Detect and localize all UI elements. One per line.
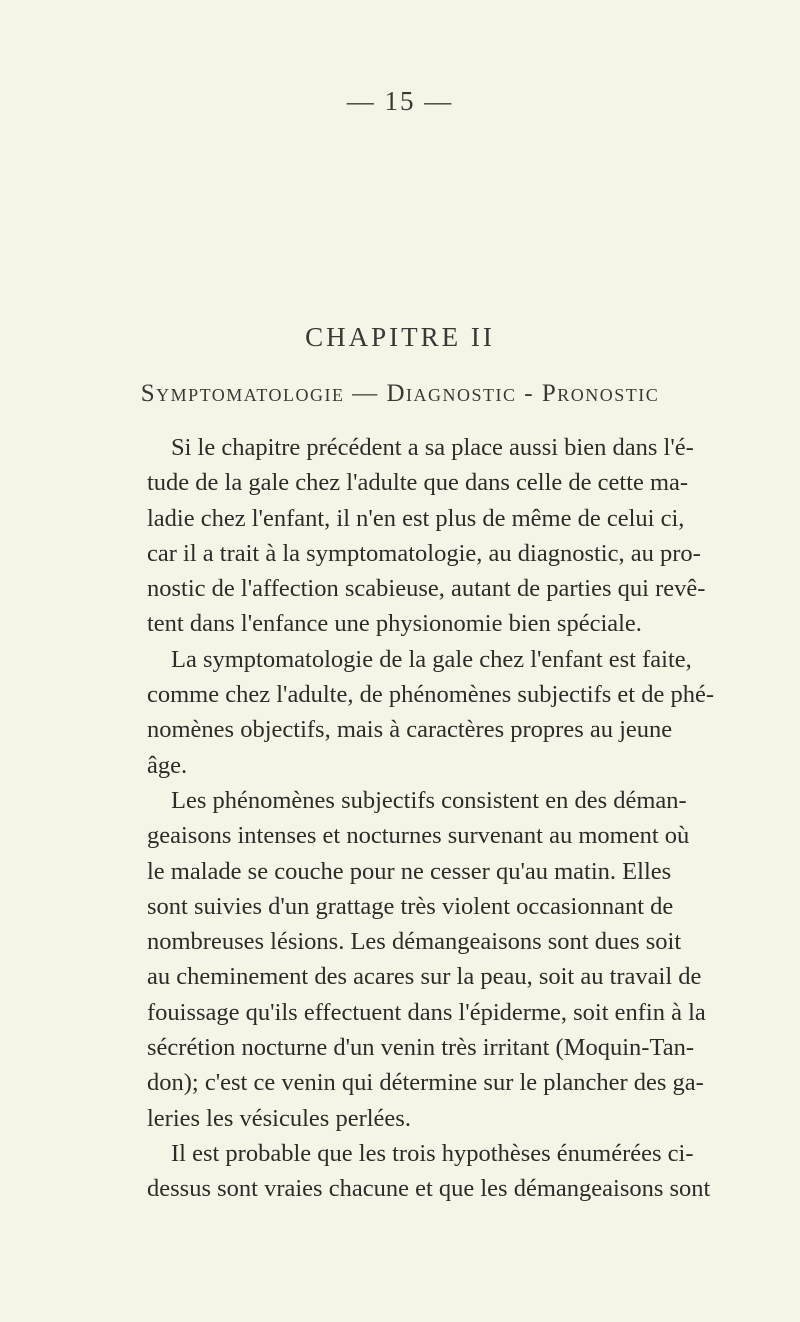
paragraph [147,1136,711,1207]
text-line: sécrétion nocturne d'un venin très irritant (Moquin-Tan- [147,1034,694,1062]
text-line: car il a trait à la symptomatologie, au diagnostic, au pro- [147,539,701,567]
text-line: La symptomatologie de la gale chez l'enfant est faite, [171,645,692,673]
paragraph [147,430,706,642]
text-line: dessus sont vraies chacune et que les démangeaisons sont [147,1175,711,1203]
text-line: geaisons intenses et nocturnes survenant au moment où [147,822,690,850]
text-line: Si le chapitre précédent a sa place aussi bien dans l'é- [171,434,694,461]
text-line: tent dans l'enfance une physionomie bien spéciale. [147,610,642,638]
text-line: nomènes objectifs, mais à caractères propres au jeune [147,716,673,744]
chapter-subtitle: Symptomatologie — Diagnostic - Pronostic [140,380,660,407]
paragraph [147,642,715,783]
text-line: âge. [147,751,188,779]
text-line: tude de la gale chez l'adulte que dans celle de cette ma- [147,469,689,497]
text-line: leries les vésicules perlées. [147,1104,411,1132]
text-line: fouissage qu'ils effectuent dans l'épiderme, soit enfin à la [147,998,706,1026]
text-line: Il est probable que les trois hypothèses énumérées ci- [171,1139,694,1167]
text-line: le malade se couche pour ne cesser qu'au matin. Elles [147,857,672,885]
paragraph [147,783,706,1136]
text-line: nostic de l'affection scabieuse, autant de parties qui revê- [147,575,706,603]
text-line: sont suivies d'un grattage très violent occasionnant de [147,892,674,920]
text-line: don); c'est ce venin qui détermine sur le plancher des ga- [147,1069,704,1097]
text-line: au cheminement des acares sur la peau, soit au travail de [147,963,702,991]
text-line: Les phénomènes subjectifs consistent en des déman- [171,786,687,814]
text-line: ladie chez l'enfant, il n'en est plus de même de celui ci, [147,504,685,532]
page-number: — 15 — [346,86,454,116]
text-line: comme chez l'adulte, de phénomènes subjectifs et de phé- [147,681,715,709]
body-text [147,430,715,1207]
text-line: nombreuses lésions. Les démangeaisons sont dues soit [147,928,682,956]
chapter-title: CHAPITRE II [305,322,495,352]
